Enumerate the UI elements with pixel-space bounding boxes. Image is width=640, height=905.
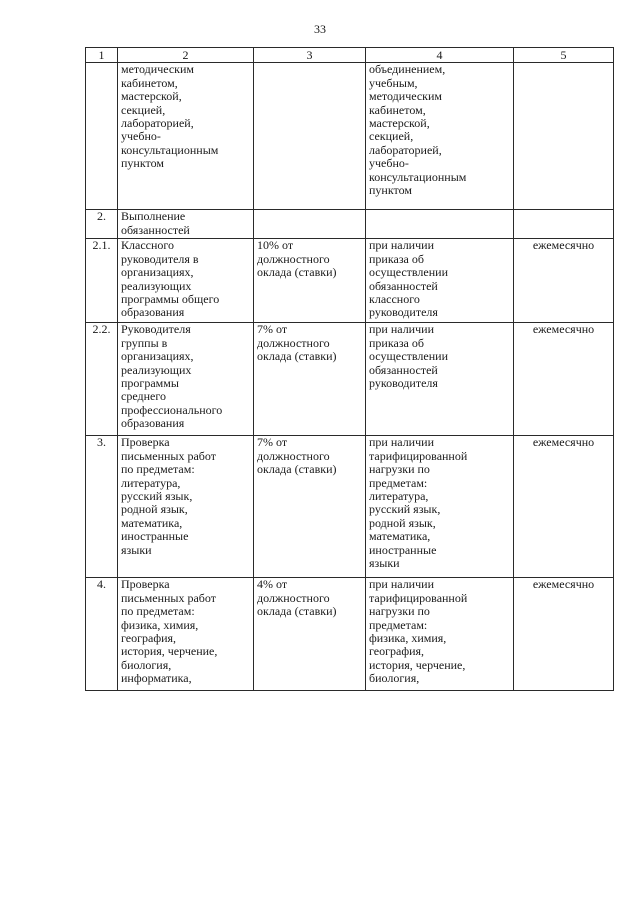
payment-name: Проверка письменных работ по предметам: литература, русский язык, родной язык, математика, иностранные языки — [118, 436, 254, 578]
payment-condition: при наличии приказа об осуществлении обязанностей классного руководителя — [366, 239, 514, 323]
payment-condition: при наличии тарифицированной нагрузки по предметам: физика, химия, география, история, черчение, биология, — [366, 578, 514, 691]
header-row — [86, 48, 614, 63]
payment-name: Выполнение обязанностей — [118, 210, 254, 239]
payment-name: Проверка письменных работ по предметам: физика, химия, география, история, черчение, биология, информатика, — [118, 578, 254, 691]
payment-amount: 10% от должностного оклада (ставки) — [254, 239, 366, 323]
column-header-1: 1 — [86, 48, 118, 63]
table-row — [86, 578, 614, 691]
payment-name: Руководителя группы в организациях, реализующих программы среднего профессионального образования — [118, 323, 254, 436]
row-number: 3. — [86, 436, 118, 578]
column-header-3: 3 — [254, 48, 366, 63]
payment-period: ежемесячно — [514, 323, 614, 436]
table-row — [86, 210, 614, 239]
row-number: 2.1. — [86, 239, 118, 323]
allowance-table — [85, 47, 614, 691]
column-header-5: 5 — [514, 48, 614, 63]
payment-period: ежемесячно — [514, 239, 614, 323]
column-header-2: 2 — [118, 48, 254, 63]
row-number: 2. — [86, 210, 118, 239]
table-row — [86, 436, 614, 578]
payment-amount — [254, 63, 366, 210]
payment-condition: при наличии приказа об осуществлении обязанностей руководителя — [366, 323, 514, 436]
payment-name: Классного руководителя в организациях, реализующих программы общего образования — [118, 239, 254, 323]
table-row — [86, 323, 614, 436]
payment-period: ежемесячно — [514, 436, 614, 578]
row-number — [86, 63, 118, 210]
payment-period — [514, 63, 614, 210]
column-header-4: 4 — [366, 48, 514, 63]
payment-period — [514, 210, 614, 239]
row-number: 4. — [86, 578, 118, 691]
payment-condition: при наличии тарифицированной нагрузки по предметам: литература, русский язык, родной язык, математика, иностранные языки — [366, 436, 514, 578]
payment-amount — [254, 210, 366, 239]
table-row — [86, 239, 614, 323]
row-number: 2.2. — [86, 323, 118, 436]
payment-name: методическим кабинетом, мастерской, секцией, лабораторией, учебно- консультационным пунктом — [118, 63, 254, 210]
payment-period: ежемесячно — [514, 578, 614, 691]
payment-condition: объединением, учебным, методическим кабинетом, мастерской, секцией, лабораторией, учебно- консультационным пунктом — [366, 63, 514, 210]
payment-condition — [366, 210, 514, 239]
payment-amount: 7% от должностного оклада (ставки) — [254, 436, 366, 578]
payment-amount: 4% от должностного оклада (ставки) — [254, 578, 366, 691]
page-number: 33 — [314, 22, 326, 36]
table-row — [86, 63, 614, 210]
payment-amount: 7% от должностного оклада (ставки) — [254, 323, 366, 436]
